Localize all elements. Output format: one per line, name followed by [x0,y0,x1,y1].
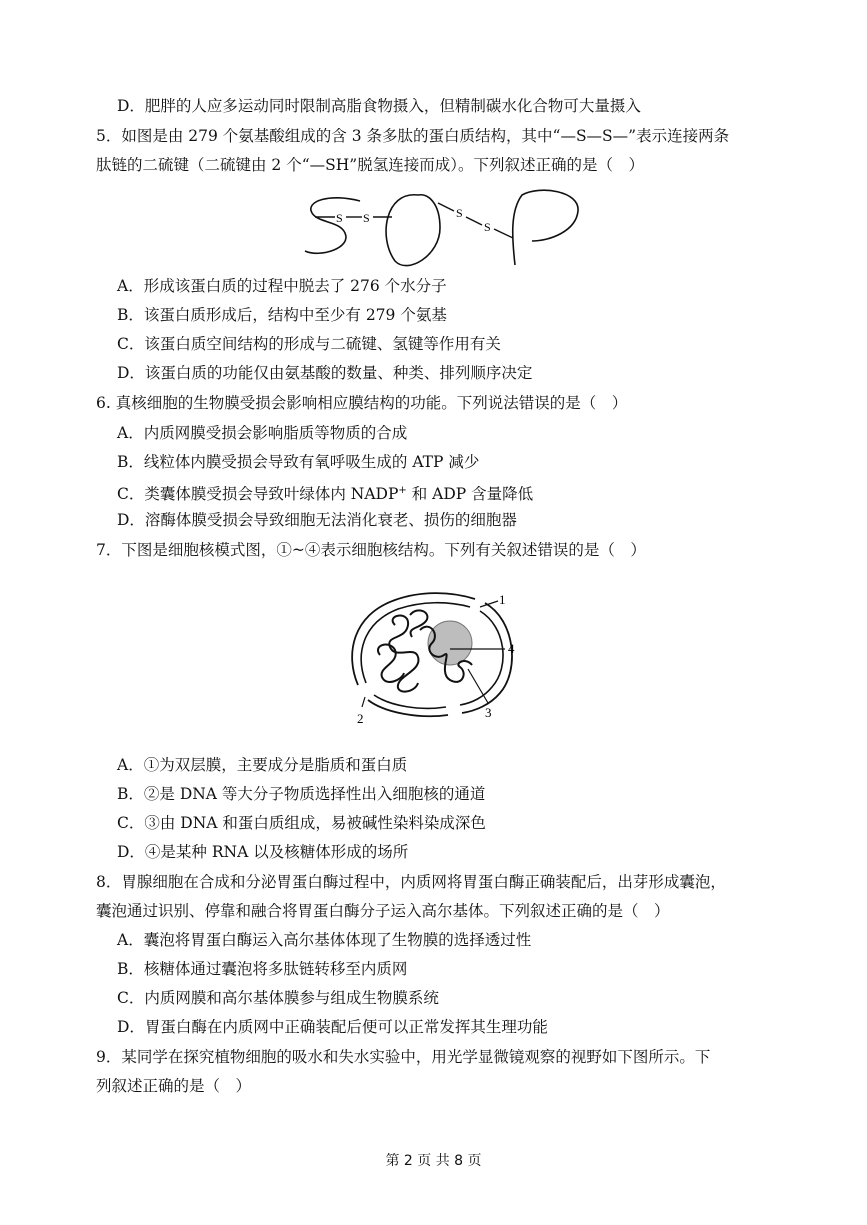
q7-stem: 7．下图是细胞核模式图，①~④表示细胞核结构。下列有关叙述错误的是（ ） [96,541,646,559]
protein-structure-figure [300,183,590,273]
q5-option-a: A．形成该蛋白质的过程中脱去了 276 个水分子 [117,277,447,295]
q4-option-d: D．肥胖的人应多运动同时限制高脂食物摄入，但精制碳水化合物可大量摄入 [117,97,641,115]
polypeptide-chain-3 [513,190,578,265]
label-2: 2 [357,711,364,726]
page-footer: 第 2 页 共 8 页 [385,1153,482,1169]
q6-option-c-text: C．类囊体膜受损会导致叶绿体内 NADP [117,485,399,504]
q8-option-a: A．囊泡将胃蛋白酶运入高尔基体体现了生物膜的选择透过性 [117,931,532,949]
polypeptide-chain-1 [305,198,360,254]
q5-stem-line2: 肽链的二硫键（二硫键由 2 个“—SH”脱氢连接而成）。下列叙述正确的是（ ） [96,156,644,174]
disulfide-line-2b [466,217,482,225]
q8-option-b: B．核糖体通过囊泡将多肽链转移至内质网 [117,960,408,978]
nucleus-figure [340,585,530,730]
q6-option-b: B．线粒体内膜受损会导致有氧呼吸生成的 ATP 减少 [117,453,480,471]
q8-option-d: D．胃蛋白酶在内质网中正确装配后便可以正常发挥其生理功能 [117,1018,548,1036]
q8-stem-line1: 8．胃腺细胞在合成和分泌胃蛋白酶过程中，内质网将胃蛋白酶正确装配后，出芽形成囊泡， [96,873,726,891]
label-1: 1 [499,592,506,607]
q5-option-b: B．该蛋白质形成后，结构中至少有 279 个氨基 [117,306,447,324]
q6-option-c-superscript: + [398,485,407,496]
q6-option-c-tail: 和 ADP 含量降低 [406,485,534,504]
q6-stem: 6. 真核细胞的生物膜受损会影响相应膜结构的功能。下列说法错误的是（ ） [96,394,628,412]
q9-stem-line1: 9．某同学在探究植物细胞的吸水和失水实验中，用光学显微镜观察的视野如下图所示。下 [96,1048,711,1066]
leader-line-3 [468,669,488,703]
inner-membrane-bottom [374,695,446,708]
q7-option-b: B．②是 DNA 等大分子物质选择性出入细胞核的通道 [117,785,486,803]
leader-line-2 [362,697,365,707]
sulfur-label-2: S [363,211,370,225]
outer-membrane-right [462,603,512,713]
sulfur-label-1: S [336,211,343,225]
chromatin-4 [410,610,427,637]
q5-option-c: C．该蛋白质空间结构的形成与二硫键、氢键等作用有关 [117,335,501,353]
polypeptide-chain-2 [386,195,440,266]
q7-option-a: A．①为双层膜，主要成分是脂质和蛋白质 [117,756,408,774]
q7-option-c: C．③由 DNA 和蛋白质组成，易被碱性染料染成深色 [117,814,486,832]
sulfur-label-4: S [484,220,491,234]
q6-option-a: A．内质网膜受损会影响脂质等物质的合成 [117,424,408,442]
q8-option-c: C．内质网膜和高尔基体膜参与组成生物膜系统 [117,989,439,1007]
chromatin-1 [389,616,418,692]
q9-stem-line2: 列叙述正确的是（ ） [96,1077,252,1095]
disulfide-line-2c [494,229,513,238]
disulfide-line-2a [438,203,454,211]
q7-option-d: D．④是某种 RNA 以及核糖体形成的场所 [117,843,409,861]
q8-stem-line2: 囊泡通过识别、停靠和融合将胃蛋白酶分子运入高尔基体。下列叙述正确的是（ ） [96,902,670,920]
q6-option-d: D．溶酶体膜受损会导致细胞无法消化衰老、损伤的细胞器 [117,511,517,529]
label-3: 3 [485,705,492,720]
q5-option-d: D．该蛋白质的功能仅由氨基酸的数量、种类、排列顺序决定 [117,364,533,382]
q5-stem-line1: 5．如图是由 279 个氨基酸组成的含 3 条多肽的蛋白质结构，其中“—S—S—”表示连接两条 [96,127,730,145]
sulfur-label-3: S [456,206,463,220]
nucleolus [428,621,472,665]
q6-option-c [117,481,533,504]
label-4: 4 [508,641,515,656]
